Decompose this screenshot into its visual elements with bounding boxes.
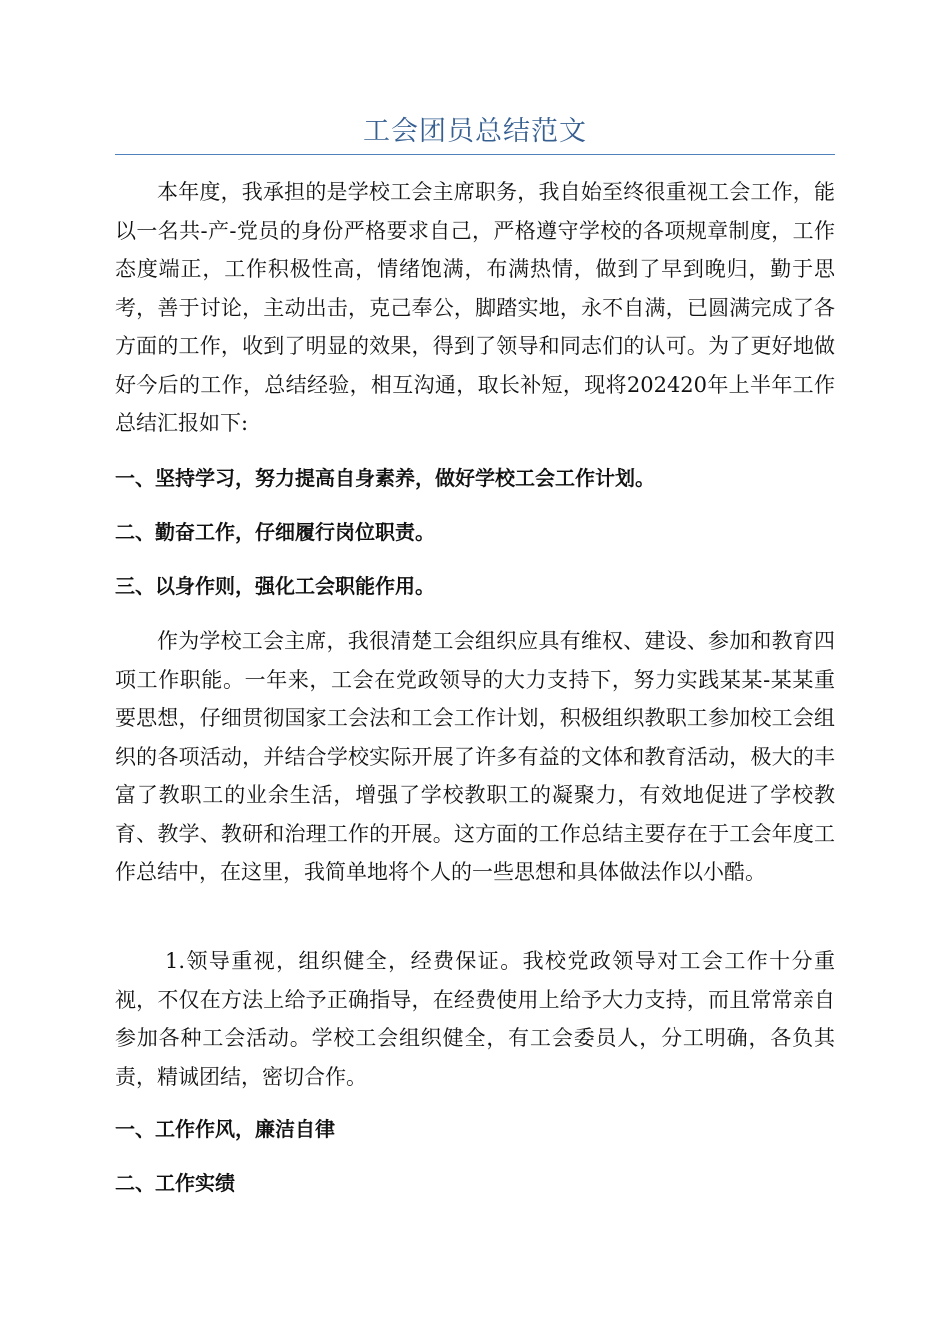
section-heading-4: 一、工作作风，廉洁自律: [115, 1117, 335, 1141]
title-underline: [115, 154, 835, 155]
section-heading-1: 一、坚持学习，努力提高自身素养，做好学校工会工作计划。: [115, 466, 655, 490]
section-heading-5: 二、工作实绩: [115, 1171, 235, 1195]
paragraph-intro: 本年度，我承担的是学校工会主席职务，我自始至终很重视工会工作，能以一名共-产-党员的身份严格要求自己，严格遵守学校的各项规章制度，工作态度端正，工作积极性高，情绪饱满，布满热情，做到了早到晚归，勤于思考，善于讨论，主动出击，克己奉公，脚踏实地，永不自满，已圆满完成了各方面的工作，收到了明显的效果，得到了领导和同志们的认可。为了更好地做好今后的工作，总结经验，相互沟通，取长补短，现将202420年上半年工作总结汇报如下:: [115, 180, 835, 435]
document-title: 工会团员总结范文: [363, 116, 587, 147]
paragraph-leadership: 1.领导重视，组织健全，经费保证。我校党政领导对工会工作十分重视，不仅在方法上给予正确指导，在经费使用上给予大力支持，而且常常亲自参加各种工会活动。学校工会组织健全，有工会委员人，分工明确，各负其责，精诚团结，密切合作。: [115, 949, 835, 1089]
section-heading-3: 三、以身作则，强化工会职能作用。: [115, 574, 435, 598]
section-heading-2: 二、勤奋工作，仔细履行岗位职责。: [115, 520, 435, 544]
paragraph-union-functions: 作为学校工会主席，我很清楚工会组织应具有维权、建设、参加和教育四项工作职能。一年来，工会在党政领导的大力支持下，努力实践某某-某某重要思想，仔细贯彻国家工会法和工会工作计划，积极组织教职工参加校工会组织的各项活动，并结合学校实际开展了许多有益的文体和教育活动，极大的丰富了教职工的业余生活，增强了学校教职工的凝聚力，有效地促进了学校教育、教学、教研和治理工作的开展。这方面的工作总结主要存在于工会年度工作总结中，在这里，我简单地将个人的一些思想和具体做法作以小酷。: [115, 629, 835, 884]
